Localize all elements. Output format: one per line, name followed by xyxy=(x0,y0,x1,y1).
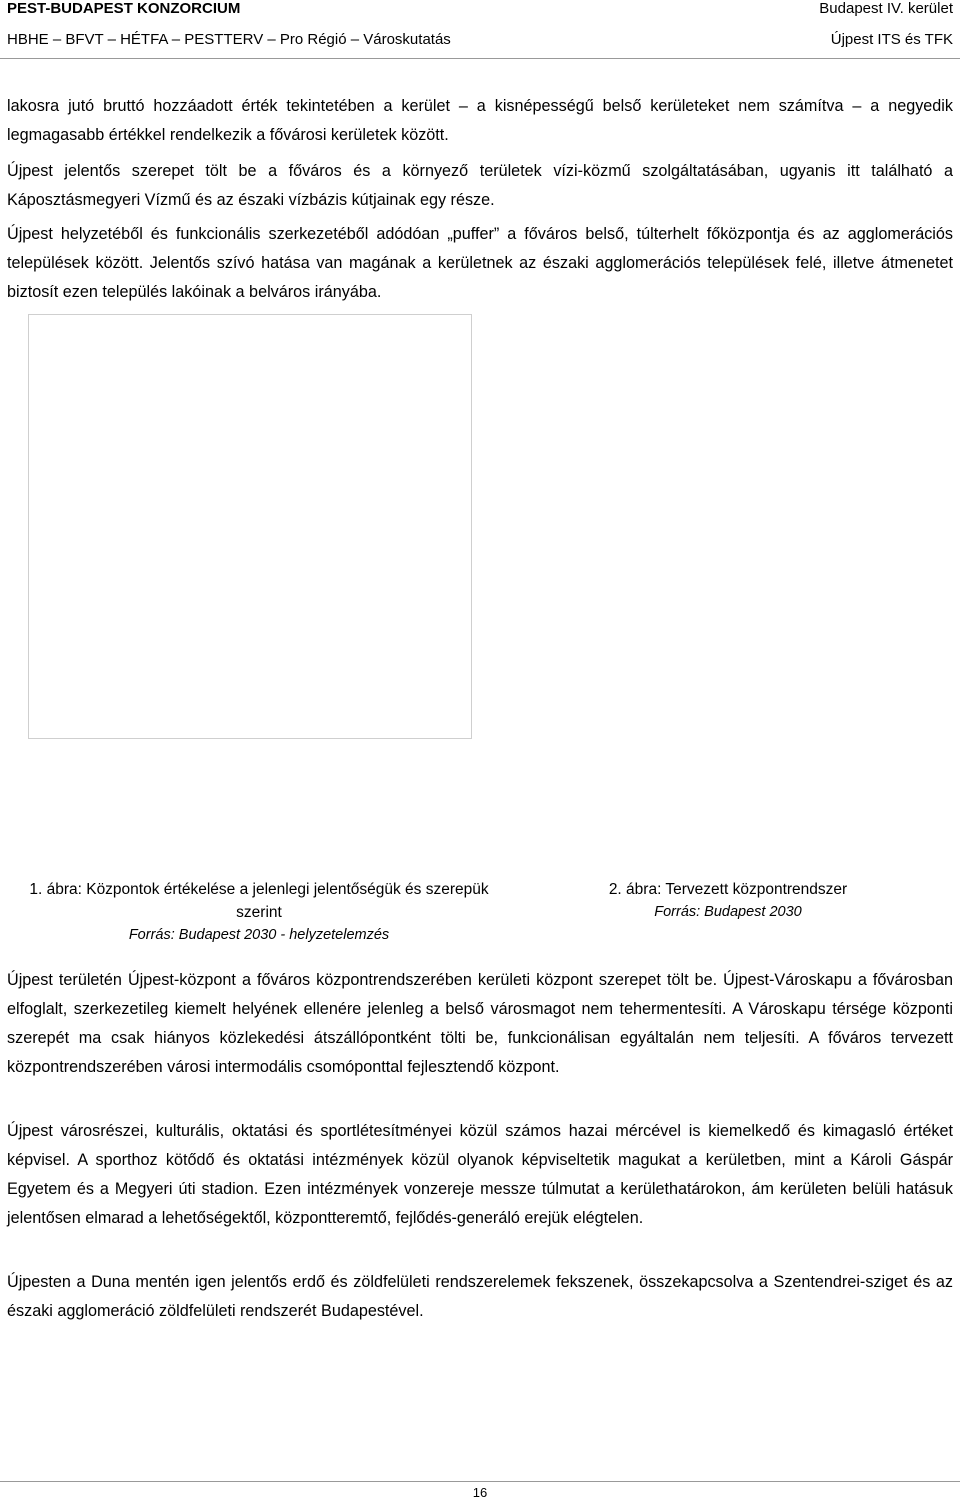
figure-2-caption-block xyxy=(568,878,888,924)
figure-1-caption: 1. ábra: Központok értékelése a jelenlegi jelentőségük és szerepük szerint xyxy=(29,881,489,921)
page-number: 16 xyxy=(472,1485,488,1500)
header-right-title: Budapest IV. kerület xyxy=(819,0,953,17)
page-header xyxy=(0,0,960,60)
paragraph-buffer-role: Újpest helyzetéből és funkcionális szerkezetéből adódóan „puffer” a főváros belső, túlterhelt főközpontja és az agglomerációs települések között. Jelentős szívó hatása van magának a kerületnek az északi agglomerációs települések felé, illetve átmenetet biztosít ezen település lakóinak a belváros irányába. xyxy=(7,225,953,301)
paragraph-gva: lakosra jutó bruttó hozzáadott érték tekintetében a kerület – a kisnépességű belső kerületeket nem számítva – a negyedik legmagasabb értékkel rendelkezik a fővárosi kerületek között. xyxy=(7,97,953,144)
figure-2-source: Forrás: Budapest 2030 xyxy=(654,904,802,920)
figure-2-caption: 2. ábra: Tervezett központrendszer xyxy=(608,881,848,898)
paragraph-water-utility: Újpest jelentős szerepet tölt be a főváros és a környező területek vízi-közmű szolgáltatásában, ugyanis itt található a Káposztásmegyeri Vízmű és az északi vízbázis kútjainak egy része. xyxy=(7,162,953,209)
header-left-subtitle: HBHE – BFVT – HÉTFA – PESTTERV – Pro Régió – Városkutatás xyxy=(7,31,451,48)
figure-1-image xyxy=(28,314,472,739)
paragraph-institutions: Újpest városrészei, kulturális, oktatási és sportlétesítményei közül számos hazai mércével is kiemelkedő és kimagasló értéket képvisel. A sporthoz kötődő és oktatási intézmények közül olyanok képviseltetik magukat a kerületben, mint a Károli Gáspár Egyetem és a Megyeri úti stadion. Ezen intézmények vonzereje messze túlmutat a kerülethatárokon, ám kerületen belüli hatásuk jelentősen elmarad a lehetőségektől, központteremtő, fejlődés-generáló erejük elégtelen. xyxy=(7,1122,953,1227)
header-divider xyxy=(0,58,960,59)
header-left-title: PEST-BUDAPEST KONZORCIUM xyxy=(7,0,241,17)
figure-1-caption-block xyxy=(20,878,498,947)
header-right-subtitle: Újpest ITS és TFK xyxy=(830,31,953,48)
paragraph-green-areas: Újpesten a Duna mentén igen jelentős erdő és zöldfelületi rendszerelemek fekszenek, összekapcsolva a Szentendrei-sziget és az északi agglomeráció zöldfelületi rendszerét Budapestével. xyxy=(7,1273,953,1320)
paragraph-centre-system: Újpest területén Újpest-központ a főváros központrendszerében kerületi központ szerepet tölt be. Újpest-Városkapu a fővárosban elfoglalt, szerkezetileg kiemelt helyének ellenére jelenleg a belső városmagot nem tehermentesíti. A Városkapu térsége központi szerepét ma csak hiányos közlekedési átszállópontként tölti be, funkcionálisan egyáltalán nem teljesíti. A főváros tervezett központrendszerében városi intermodális csomóponttal fejlesztendő központ. xyxy=(7,971,953,1076)
figure-1-source: Forrás: Budapest 2030 - helyzetelemzés xyxy=(128,927,390,943)
footer-divider xyxy=(0,1481,960,1482)
